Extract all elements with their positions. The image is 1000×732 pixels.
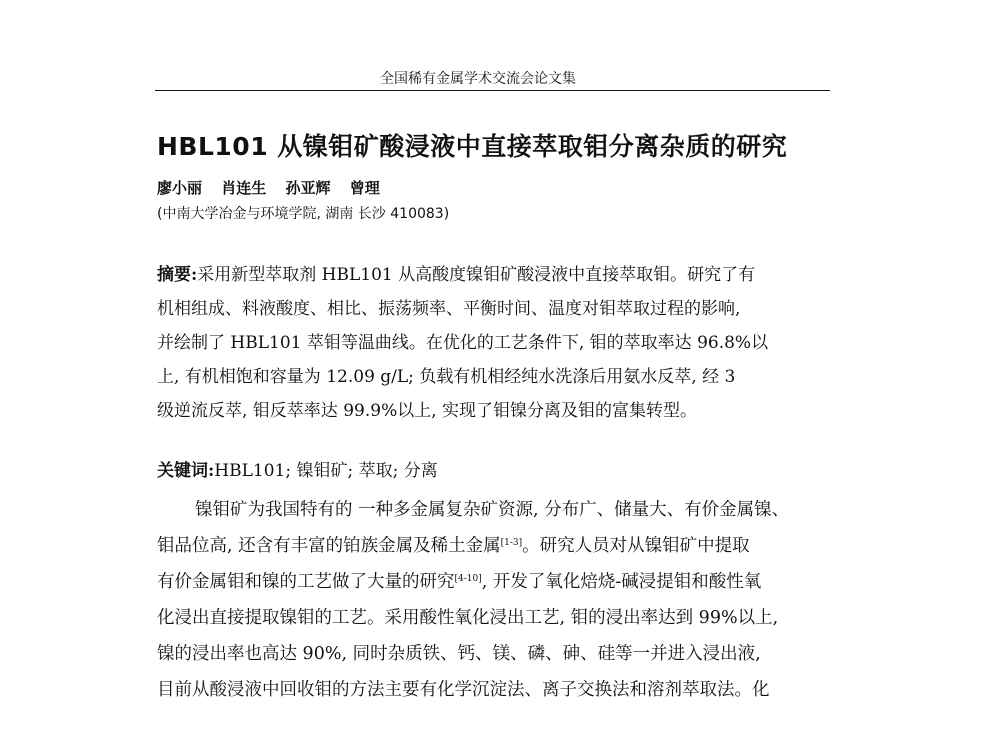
author-list — [157, 178, 394, 198]
body-text-span: , 开发了氧化焙烧-碱浸提钼和酸性氧 — [481, 572, 762, 592]
author: 曾理 — [349, 179, 380, 197]
author: 廖小丽 — [157, 179, 203, 197]
running-header-title: 全国稀有金属学术交流会论文集 — [380, 71, 576, 87]
abstract-line: 级逆流反萃, 钼反萃率达 99.9%以上, 实现了钼镍分离及钼的富集转型。 — [157, 401, 698, 421]
keywords-label: 关键词: — [157, 461, 215, 481]
body-text-span: 。研究人员对从镍钼矿中提取 — [522, 536, 750, 556]
body-text-span: 有价金属钼和镍的工艺做了大量的研究 — [157, 572, 455, 592]
header-rule — [155, 90, 830, 91]
body-text — [157, 492, 847, 708]
citation-ref: [1-3] — [500, 538, 523, 548]
running-header — [155, 70, 830, 92]
abstract-line — [157, 258, 837, 292]
keywords-text: HBL101; 镍钼矿; 萃取; 分离 — [214, 461, 438, 481]
author: 肖连生 — [221, 179, 267, 197]
body-line — [157, 564, 847, 600]
keywords — [157, 454, 438, 488]
body-line: 目前从酸浸液中回收钼的方法主要有化学沉淀法、离子交换法和溶剂萃取法。化 — [157, 680, 770, 700]
abstract-line: 机相组成、料液酸度、相比、振荡频率、平衡时间、温度对钼萃取过程的影响, — [157, 299, 741, 319]
abstract-line: 上, 有机相饱和容量为 12.09 g/L; 负载有机相经纯水洗涤后用氨水反萃, 经 3 — [157, 367, 736, 387]
body-line — [157, 528, 847, 564]
body-line: 镍钼矿为我国特有的 一种多金属复杂矿资源, 分布广、储量大、有价金属镍、 — [195, 500, 790, 520]
paper-title: HBL101 从镍钼矿酸浸液中直接萃取钼分离杂质的研究 — [157, 132, 788, 161]
body-text-span: 钼品位高, 还含有丰富的铂族金属及稀土金属 — [157, 536, 501, 556]
abstract-text: 采用新型萃取剂 HBL101 从高酸度镍钼矿酸浸液中直接萃取钼。研究了有 — [197, 265, 756, 285]
citation-ref: [4-10] — [454, 574, 482, 584]
body-line: 化浸出直接提取镍钼的工艺。采用酸性氧化浸出工艺, 钼的浸出率达到 99%以上, — [157, 608, 779, 628]
abstract-label: 摘要: — [157, 265, 198, 285]
abstract-line: 并绘制了 HBL101 萃钼等温曲线。在优化的工艺条件下, 钼的萃取率达 96.8%以 — [157, 333, 769, 353]
author: 孙亚辉 — [285, 179, 331, 197]
affiliation: (中南大学冶金与环境学院, 湖南 长沙 410083) — [157, 206, 450, 222]
body-line: 镍的浸出率也高达 90%, 同时杂质铁、钙、镁、磷、砷、硅等一并进入浸出液, — [157, 644, 761, 664]
abstract — [157, 258, 837, 428]
